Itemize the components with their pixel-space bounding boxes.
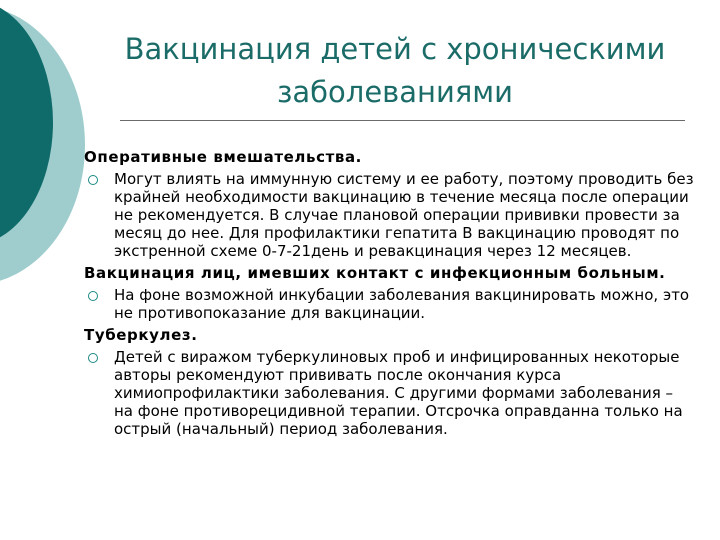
list-item-text: На фоне возможной инкубации заболевания вакцинировать можно, это не противопоказание для вакцинации. — [114, 286, 690, 322]
ring-bullet-icon — [88, 353, 98, 363]
ring-bullet-icon — [88, 291, 98, 301]
ring-bullet-icon — [88, 175, 98, 185]
list-item-text: Детей с виражом туберкулиновых проб и инфицированных некоторые авторы рекомендуют прививать после окончания курса химиопрофилактики заболевания. С другими формами заболевания – на фоне противорецидивной терапии. Отсрочка оправданна только на острый (начальный) период заболевания. — [114, 348, 683, 438]
list-item-tuberculosis — [84, 348, 694, 438]
list-item-surgery — [84, 170, 694, 260]
section-heading-surgery: Оперативные вмешательства. — [84, 148, 362, 166]
section-heading-contact: Вакцинация лиц, имевших контакт с инфекционным больным. — [84, 264, 666, 282]
section-heading-tuberculosis: Туберкулез. — [84, 326, 198, 344]
slide-title: Вакцинация детей с хроническими заболеваниями — [124, 32, 666, 109]
list-item-text: Могут влиять на иммунную систему и ее работу, поэтому проводить без крайней необходимости вакцинацию в течение месяца после операции не рекомендуется. В случае плановой операции прививки провести за месяц до нее. Для профилактики гепатита В вакцинацию проводят по экстренной схеме 0-7-21день и ревакцинация через 12 месяцев. — [114, 170, 694, 260]
slide-content — [84, 148, 694, 442]
title-divider — [120, 120, 685, 121]
list-item-contact — [84, 286, 694, 322]
